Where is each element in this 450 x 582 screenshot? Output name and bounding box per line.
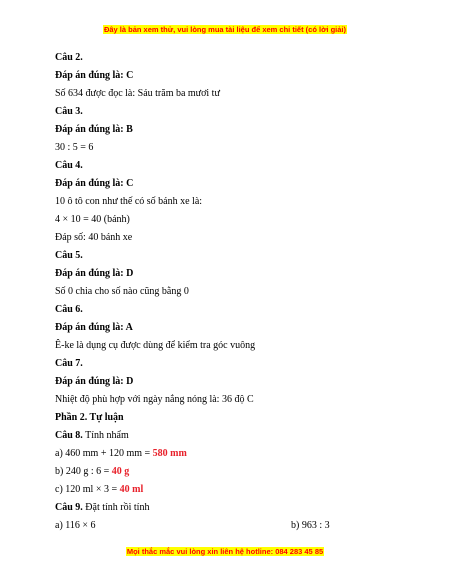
question-9b: b) 963 : 3 (291, 520, 330, 531)
question-9-items (55, 517, 395, 535)
question-8b-answer: 40 g (111, 466, 130, 477)
question-4-answer: Đáp án đúng là: C (55, 178, 134, 189)
header-notice: Đây là bản xem thử, vui lòng mua tài liệu để xem chi tiết (có lời giải) (103, 25, 347, 34)
question-8c-answer: 40 ml (119, 484, 144, 495)
question-8b (55, 463, 395, 481)
question-4-explanation-1: 10 ô tô con như thế có số bánh xe là: (55, 196, 203, 207)
question-4-heading: Câu 4. (55, 160, 83, 171)
question-8-heading (55, 427, 395, 445)
document-body (55, 49, 395, 535)
question-6-answer: Đáp án đúng là: A (55, 322, 133, 333)
question-8b-expression: b) 240 g : 6 = (55, 466, 112, 477)
question-7-heading: Câu 7. (55, 358, 83, 369)
question-3-explanation: 30 : 5 = 6 (55, 142, 94, 153)
question-8a-expression: a) 460 mm + 120 mm = (55, 448, 153, 459)
question-9-heading (55, 499, 395, 517)
question-9-prompt: Đặt tính rồi tính (82, 502, 150, 513)
question-7-explanation: Nhiệt độ phù hợp với ngày nắng nóng là: 36 độ C (55, 394, 254, 405)
question-5-heading: Câu 5. (55, 250, 83, 261)
question-4-explanation-2: 4 × 10 = 40 (bánh) (55, 214, 130, 225)
question-3-heading: Câu 3. (55, 106, 83, 117)
question-6-explanation: Ê-ke là dụng cụ được dùng để kiểm tra góc vuông (55, 340, 256, 351)
question-8a-answer: 580 mm (152, 448, 187, 459)
question-3-answer: Đáp án đúng là: B (55, 124, 133, 135)
question-8c (55, 481, 395, 499)
question-4-explanation-3: Đáp số: 40 bánh xe (55, 232, 133, 243)
part-2-heading: Phần 2. Tự luận (55, 412, 124, 423)
question-5-answer: Đáp án đúng là: D (55, 268, 134, 279)
question-9-label: Câu 9. (55, 502, 83, 513)
question-8a (55, 445, 395, 463)
question-5-explanation: Số 0 chia cho số nào cũng bằng 0 (55, 286, 189, 297)
question-2-answer: Đáp án đúng là: C (55, 70, 134, 81)
question-8-label: Câu 8. (55, 430, 83, 441)
question-2-explanation: Số 634 được đọc là: Sáu trăm ba mươi tư (55, 88, 220, 99)
question-6-heading: Câu 6. (55, 304, 83, 315)
question-8-prompt: Tính nhẩm (82, 430, 129, 441)
question-8c-expression: c) 120 ml × 3 = (55, 484, 120, 495)
question-7-answer: Đáp án đúng là: D (55, 376, 134, 387)
footer-notice: Mọi thắc mắc vui lòng xin liên hệ hotline: 084 283 45 85 (126, 547, 324, 556)
question-2-heading: Câu 2. (55, 52, 83, 63)
question-9a: a) 116 × 6 (55, 520, 96, 531)
